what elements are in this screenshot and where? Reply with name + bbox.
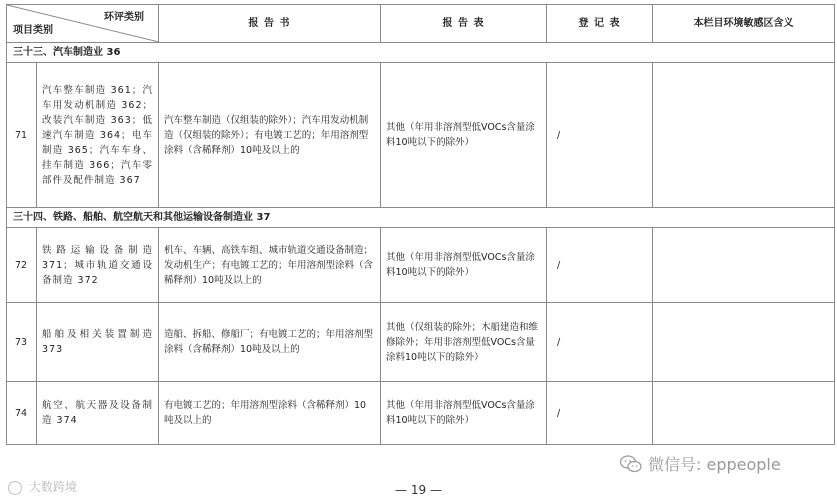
page-number: — 19 — — [395, 483, 442, 497]
row-number: 72 — [7, 228, 37, 303]
section-title-33: 三十三、汽车制造业 36 — [7, 43, 835, 63]
eia-category-table — [6, 4, 835, 445]
header-sensitive-area: 本栏目环境敏感区含义 — [653, 5, 835, 43]
header-report-book: 报 告 书 — [159, 5, 381, 43]
header-project-category: 项目类别 — [13, 25, 53, 36]
section-row — [7, 43, 835, 63]
report-form-cell: 其他（仅组装的除外；木船建造和维修除外；年用非溶剂型低VOCs含量涂料10吨以下的除外） — [381, 303, 547, 382]
registration-cell: / — [547, 303, 653, 382]
table-row — [7, 382, 835, 445]
project-name: 船舶及相关装置制造 373 — [37, 303, 159, 382]
row-number: 74 — [7, 382, 37, 445]
registration-cell: / — [547, 228, 653, 303]
section-row — [7, 208, 835, 228]
report-book-cell: 机车、车辆、高铁车组、城市轨道交通设备制造；发动机生产；有电镀工艺的；年用溶剂型涂料（含稀释剂）10吨及以上的 — [159, 228, 381, 303]
report-book-cell: 造船、拆船、修船厂；有电镀工艺的；年用溶剂型涂料（含稀释剂）10吨及以上的 — [159, 303, 381, 382]
header-report-form: 报 告 表 — [381, 5, 547, 43]
project-name: 航空、航天器及设备制造 374 — [37, 382, 159, 445]
section-title-34: 三十四、铁路、船舶、航空航天和其他运输设备制造业 37 — [7, 208, 835, 228]
table-row — [7, 303, 835, 382]
sensitive-area-cell — [653, 228, 835, 303]
header-registration-form: 登 记 表 — [547, 5, 653, 43]
table-header-row — [7, 5, 835, 43]
project-name: 汽车整车制造 361；汽车用发动机制造 362；改装汽车制造 363；低速汽车制造 364；电车制造 365；汽车车身、挂车制造 366；汽车零部件及配件制造 367 — [37, 63, 159, 208]
sensitive-area-cell — [653, 382, 835, 445]
report-book-cell: 汽车整车制造（仅组装的除外）；汽车用发动机制造（仅组装的除外）；有电镀工艺的；年用溶剂型涂料（含稀释剂）10吨及以上的 — [159, 63, 381, 208]
table-row — [7, 228, 835, 303]
wechat-id-text: 微信号: eppeople — [648, 455, 781, 474]
wechat-watermark — [620, 452, 781, 475]
registration-cell: / — [547, 63, 653, 208]
table-row — [7, 63, 835, 208]
row-number: 73 — [7, 303, 37, 382]
registration-cell: / — [547, 382, 653, 445]
project-name: 铁路运输设备制造 371；城市轨道交通设备制造 372 — [37, 228, 159, 303]
sensitive-area-cell — [653, 63, 835, 208]
wechat-icon — [620, 455, 642, 473]
header-eia-category: 环评类别 — [104, 12, 144, 23]
report-form-cell: 其他（年用非溶剂型低VOCs含量涂料10吨以下的除外） — [381, 63, 547, 208]
report-form-cell: 其他（年用非溶剂型低VOCs含量涂料10吨以下的除外） — [381, 228, 547, 303]
row-number: 71 — [7, 63, 37, 208]
sensitive-area-cell — [653, 303, 835, 382]
diagonal-header-cell — [7, 5, 159, 43]
brand-watermark-text: 大数跨境 — [28, 480, 77, 494]
report-book-cell: 有电镀工艺的；年用溶剂型涂料（含稀释剂）10吨及以上的 — [159, 382, 381, 445]
report-form-cell: 其他（年用非溶剂型低VOCs含量涂料10吨以下的除外） — [381, 382, 547, 445]
